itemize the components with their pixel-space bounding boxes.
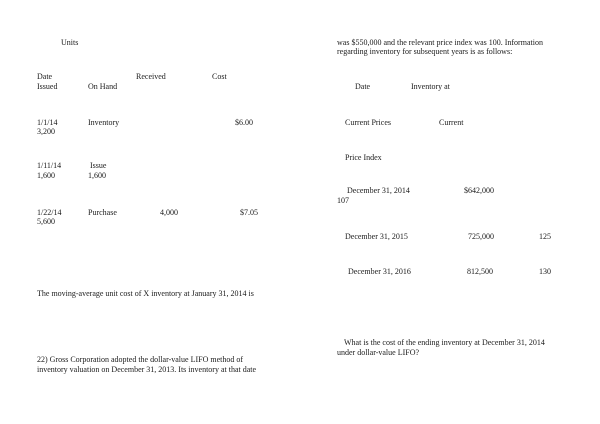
row1-date: 1/1/14 [37,118,58,127]
row1-units: 3,200 [37,127,55,136]
header-inventory-at: Inventory at [411,82,450,91]
header-issued: Issued [37,82,58,91]
row2-units: 1,600 [37,171,55,180]
header-cost: Cost [212,72,227,81]
row1-cost: $6.00 [235,118,253,127]
right-row3-index: 130 [539,267,551,276]
question-22-line1: 22) Gross Corporation adopted the dollar-value LIFO method of [37,355,244,364]
row3-desc: Purchase [88,208,117,217]
question-23-line2: under dollar-value LIFO? [337,348,420,357]
header-on-hand: On Hand [88,82,118,91]
right-row3-inventory: 812,500 [467,267,493,276]
row3-cost: $7.05 [240,208,258,217]
question-23-line1: What is the cost of the ending inventory at December 31, 2014 [344,338,545,347]
row3-received: 4,000 [160,208,178,217]
units-heading: Units [61,38,79,47]
row3-date: 1/22/14 [37,208,62,217]
right-row2-date: December 31, 2015 [345,232,408,241]
right-row1-date: December 31, 2014 [347,186,410,195]
row2-units-on-hand: 1,600 [88,171,106,180]
header-current-prices: Current Prices [345,118,391,127]
header-date: Date [37,72,53,81]
header-right-date: Date [355,82,371,91]
right-row2-index: 125 [539,232,551,241]
row2-desc: Issue [90,161,107,170]
row1-desc: Inventory [88,118,120,127]
right-row3-date: December 31, 2016 [348,267,411,276]
right-row1-inventory: $642,000 [464,186,494,195]
header-current: Current [439,118,464,127]
right-row1-index: 107 [337,196,349,205]
question-21: The moving-average unit cost of X inventory at January 31, 2014 is [37,289,254,298]
header-received: Received [136,72,166,81]
header-price-index: Price Index [345,153,382,162]
intro-line1: was $550,000 and the relevant price index was 100. Information [337,38,543,47]
row2-date: 1/11/14 [37,161,62,170]
right-row2-inventory: 725,000 [468,232,494,241]
intro-line2: regarding inventory for subsequent years is as follows: [337,47,513,56]
row3-units: 5,600 [37,217,55,226]
question-22-line2: inventory valuation on December 31, 2013. Its inventory at that date [37,365,257,374]
